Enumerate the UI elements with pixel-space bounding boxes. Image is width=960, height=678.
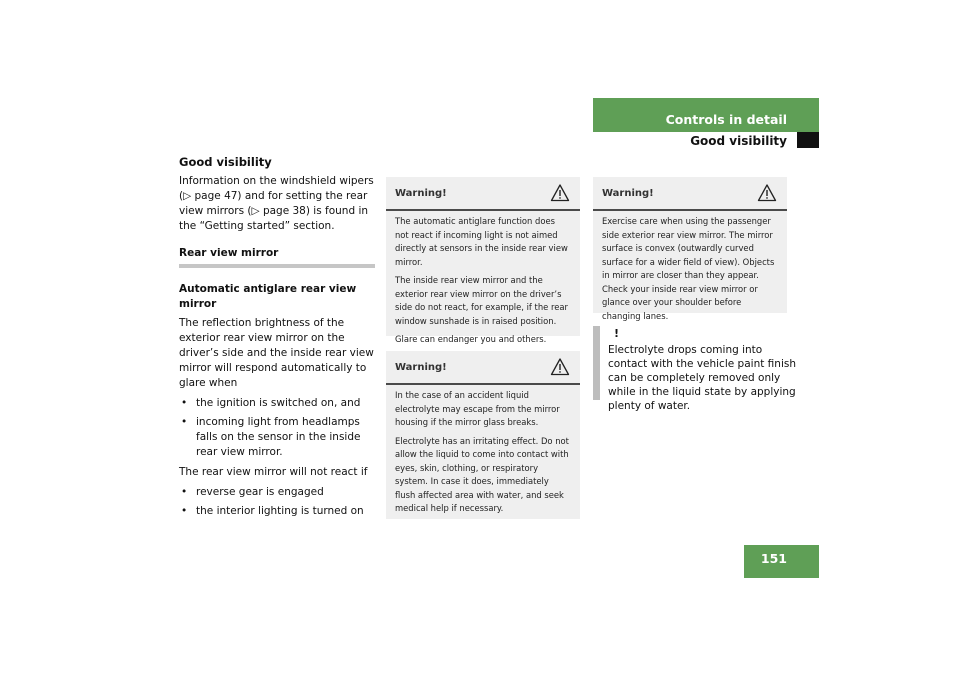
warning-box-electrolyte xyxy=(386,351,580,519)
warning-header xyxy=(593,177,787,211)
warning-triangle-icon xyxy=(550,357,570,377)
list-item: • the interior lighting is turned on xyxy=(179,504,375,519)
section-rule xyxy=(179,264,375,268)
warning-body xyxy=(593,211,787,334)
note-bar xyxy=(593,326,600,400)
exclamation-icon: ! xyxy=(614,327,620,340)
section-header xyxy=(593,132,819,148)
warning-text: Glare can endanger you and others. xyxy=(395,334,547,344)
chapter-title: Controls in detail xyxy=(665,112,787,127)
warning-box-antiglare xyxy=(386,177,580,344)
section-heading: Rear view mirror xyxy=(179,247,279,259)
left-column xyxy=(179,155,375,524)
warning-text: Electrolyte has an irritating effect. Do not allow the liquid to come into contact with eyes, skin, clothing, or respiratory system. In case it does, immediately flush affected area with water, and seek medical help if necessary. xyxy=(395,435,569,513)
warning-title: Warning! xyxy=(602,188,654,199)
list-item: • incoming light from headlamps falls on the sensor in the inside rear view mirror. xyxy=(179,415,375,460)
note-box xyxy=(593,326,796,412)
bullet-list-exceptions xyxy=(179,485,375,519)
warning-body xyxy=(386,385,580,527)
warning-text: In the case of an accident liquid electrolyte may escape from the mirror housing if the mirror glass breaks. xyxy=(395,390,560,427)
section-title: Good visibility xyxy=(690,134,787,148)
warning-title: Warning! xyxy=(395,362,447,373)
paragraph-glare: The reflection brightness of the exterior rear view mirror on the driver’s side and the inside rear view mirror will respond automatically to glare when xyxy=(179,317,374,389)
warning-body xyxy=(386,211,580,358)
bullet-list-conditions xyxy=(179,396,375,460)
list-item: • reverse gear is engaged xyxy=(179,485,375,500)
warning-title: Warning! xyxy=(395,188,447,199)
warning-triangle-icon xyxy=(757,183,777,203)
subheading: Automatic antiglare rear view mirror xyxy=(179,283,357,310)
intro-paragraph: Information on the windshield wipers (▷ page 47) and for setting the rear view mirrors (▷ page 38) is found in the “Getting started” section. xyxy=(179,175,374,232)
page-number: 151 xyxy=(760,551,787,566)
warning-text: Exercise care when using the passenger side exterior rear view mirror. The mirror surface is convex (outwardly curved surface for a wider field of view). Objects in mirror are closer than they appear. Check your inside rear view mirror or glance over your shoulder before changing lanes. xyxy=(602,216,775,321)
warning-box-passenger-mirror xyxy=(593,177,787,321)
paragraph-no-react: The rear view mirror will not react if xyxy=(179,466,368,478)
warning-triangle-icon xyxy=(550,183,570,203)
chapter-header xyxy=(593,98,819,132)
warning-text: The automatic antiglare function does not react if incoming light is not aimed directly at sensors in the inside rear view mirror. xyxy=(395,216,568,267)
warning-text: The inside rear view mirror and the exterior rear view mirror on the driver’s side do not react, for example, if the rear window sunshade is in raised position. xyxy=(395,275,568,326)
warning-header xyxy=(386,351,580,385)
page-heading: Good visibility xyxy=(179,155,272,169)
header-marker xyxy=(797,132,819,148)
warning-header xyxy=(386,177,580,211)
list-item: • the ignition is switched on, and xyxy=(179,396,375,411)
note-text: Electrolyte drops coming into contact with the vehicle paint finish can be completely removed only while in the liquid state by applying plenty of water. xyxy=(608,344,796,412)
page-number-box xyxy=(744,545,819,578)
